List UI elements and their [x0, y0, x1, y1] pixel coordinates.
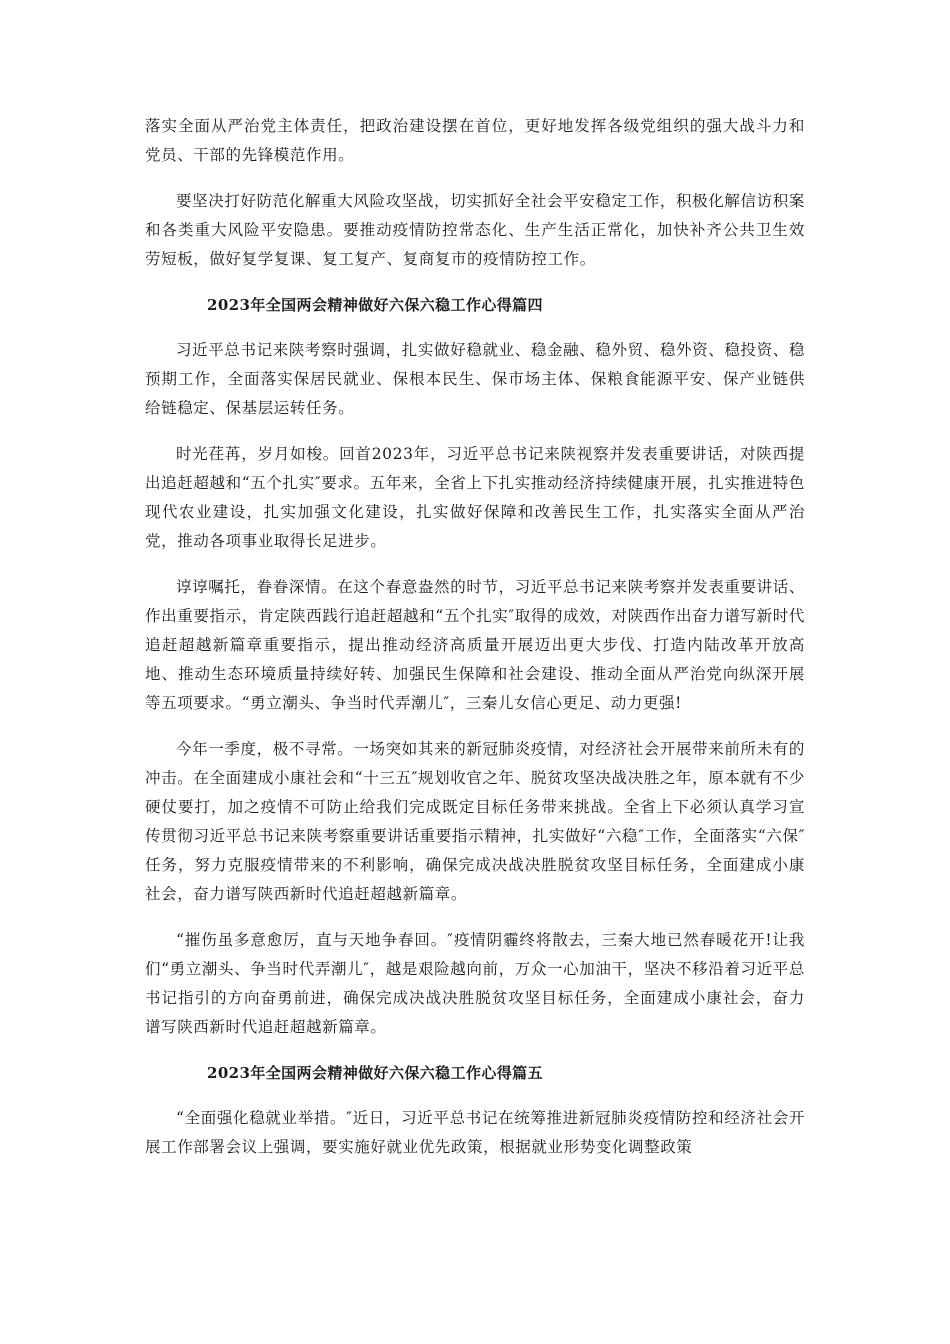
paragraph: 谆谆嘱托，眷眷深情。在这个春意盎然的时节，习近平总书记来陕考察并发表重要讲话、作出重要指示，肯定陕西践行追赶超越和“五个扎实″取得的成效，对陕西作出奋力谱写新时代追赶超越新篇章重要指示，提出推动经济高质量开展迈出更大步伐、打造内陆改革开放高地、推动生态环境质量持续好转、加强民生保障和社会建设、推动全面从严治党向纵深开展等五项要求。“勇立潮头、争当时代弄潮儿″，三秦儿女信心更足、动力更强! — [145, 578, 805, 712]
section-heading-4: 2023年全国两会精神做好六保六稳工作心得篇四 — [207, 296, 543, 314]
document-page — [145, 112, 805, 1179]
paragraph: 要坚决打好防范化解重大风险攻坚战，切实抓好全社会平安稳定工作，积极化解信访积案和各类重大风险平安隐患。要推动疫情防控常态化、生产生活正常化，加快补齐公共卫生效劳短板，做好复学复课、复工复产、复商复市的疫情防控工作。 — [145, 192, 805, 268]
paragraph: 习近平总书记来陕考察时强调，扎实做好稳就业、稳金融、稳外贸、稳外资、稳投资、稳预期工作，全面落实保居民就业、保根本民生、保市场主体、保粮食能源平安、保产业链供给链稳定、保基层运转任务。 — [145, 341, 805, 417]
paragraph: 落实全面从严治党主体责任，把政治建设摆在首位，更好地发挥各级党组织的强大战斗力和党员、干部的先锋模范作用。 — [145, 117, 805, 164]
paragraph: 时光荏苒，岁月如梭。回首2023年，习近平总书记来陕视察并发表重要讲话，对陕西提出追赶超越和“五个扎实″要求。五年来，全省上下扎实推动经济持续健康开展，扎实推进特色现代农业建设，扎实加强文化建设，扎实做好保障和改善民生工作，扎实落实全面从严治党，推动各项事业取得长足进步。 — [145, 445, 805, 550]
paragraph: “摧伤虽多意愈厉，直与天地争春回。″疫情阴霾终将散去，三秦大地已然春暖花开!让我们“勇立潮头、争当时代弄潮儿″，越是艰险越向前，万众一心加油干，坚决不移沿着习近平总书记指引的方向奋勇前进，确保完成决战决胜脱贫攻坚目标任务，全面建成小康社会，奋力谱写陕西新时代追赶超越新篇章。 — [145, 931, 805, 1036]
section-heading-5: 2023年全国两会精神做好六保六稳工作心得篇五 — [207, 1064, 543, 1082]
paragraph: “全面强化稳就业举措。″近日，习近平总书记在统筹推进新冠肺炎疫情防控和经济社会开展工作部署会议上强调，要实施好就业优先政策，根据就业形势变化调整政策 — [145, 1109, 805, 1156]
paragraph: 今年一季度，极不寻常。一场突如其来的新冠肺炎疫情，对经济社会开展带来前所未有的冲击。在全面建成小康社会和“十三五″规划收官之年、脱贫攻坚决战决胜之年，原本就有不少硬仗要打，加之疫情不可防止给我们完成既定目标任务带来挑战。全省上下必须认真学习宣传贯彻习近平总书记来陕考察重要讲话重要指示精神，扎实做好“六稳″工作，全面落实“六保″任务，努力克服疫情带来的不利影响，确保完成决战决胜脱贫攻坚目标任务，全面建成小康社会，奋力谱写陕西新时代追赶超越新篇章。 — [145, 740, 805, 903]
